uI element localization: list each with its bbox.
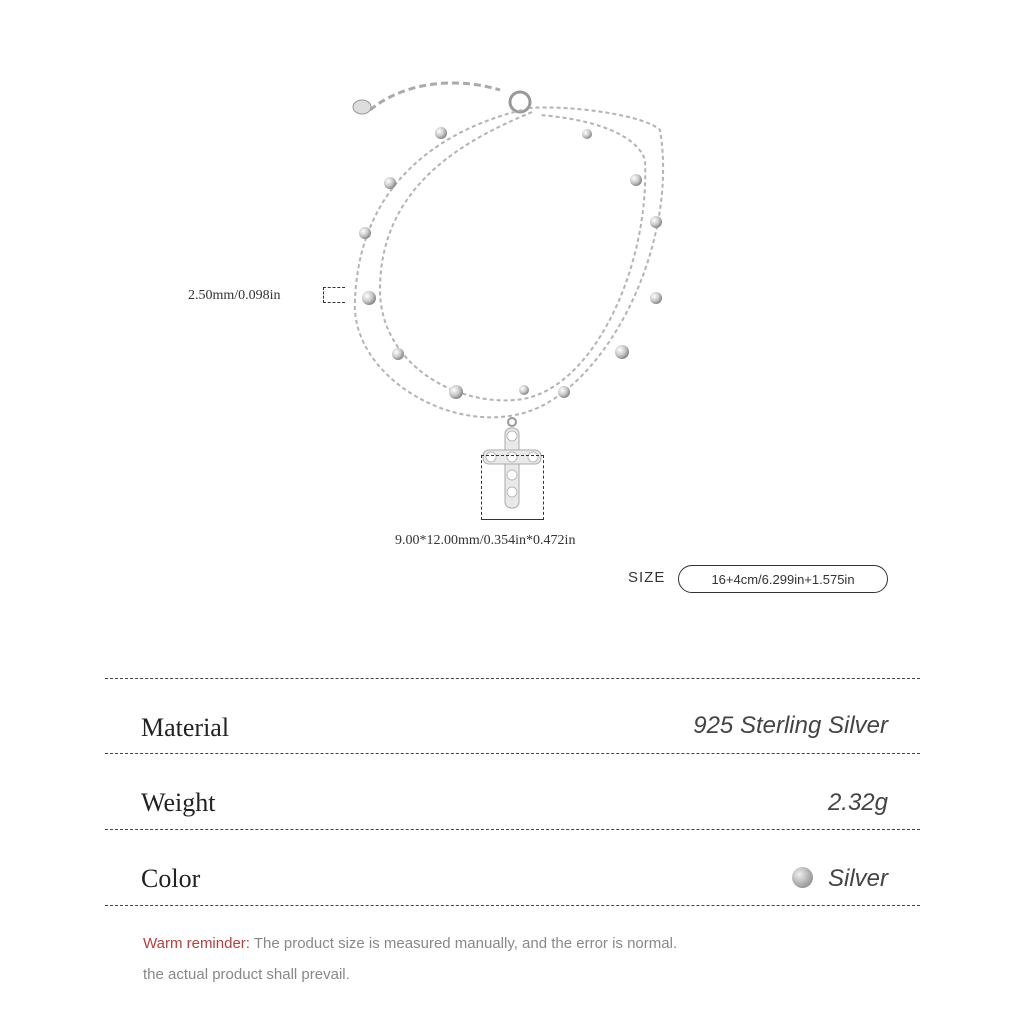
weight-label: Weight [141,788,216,817]
divider [105,753,920,754]
divider [105,905,920,906]
brand-tag [353,100,371,114]
reminder-text-1: The product size is measured manually, and the error is normal. [249,935,678,952]
bead-dimension-bracket [323,287,345,303]
material-label: Material [141,713,230,742]
material-value: 925 Sterling Silver [693,712,888,739]
inner-chain [380,112,645,400]
size-value-pill [678,565,888,593]
extender-chain [370,83,500,110]
size-label: SIZE [628,569,666,586]
color-label: Color [141,864,201,893]
divider [105,678,920,679]
divider [105,829,920,830]
size-value: 16+4cm/6.299in+1.575in [711,571,855,587]
color-value: Silver [827,865,888,892]
reminder-line-1 [143,928,903,959]
reminder-text-2: the actual product shall prevail. [143,966,350,983]
warm-reminder-note [143,928,903,990]
bead-dimension-label: 2.50mm/0.098in [188,288,281,303]
weight-value: 2.32g [827,789,888,816]
spring-ring-clasp [510,92,530,112]
reminder-lead: Warm reminder: [143,935,250,952]
cross-dimension-bracket [481,455,544,520]
color-swatch-icon [792,867,813,888]
bead-stations [359,127,662,399]
outer-chain [355,107,663,417]
cross-dimension-label: 9.00*12.00mm/0.354in*0.472in [395,533,576,548]
